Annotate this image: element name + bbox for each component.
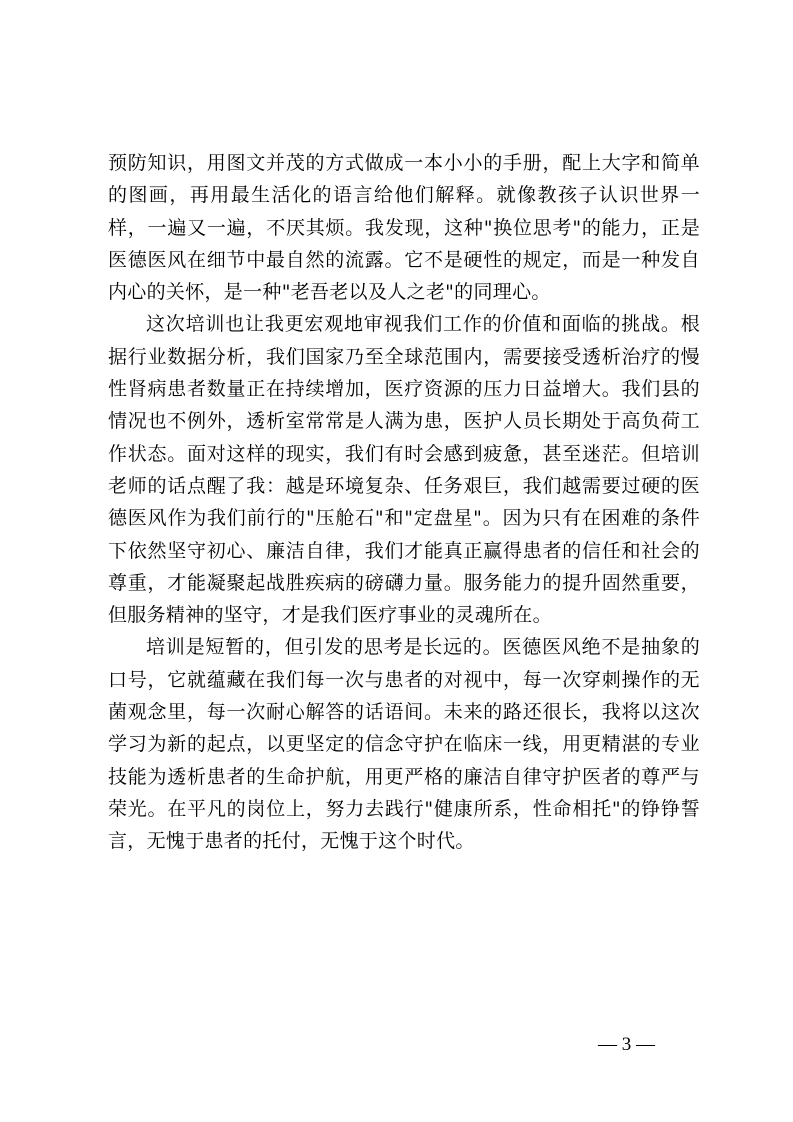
document-body (108, 147, 700, 858)
paragraph-conclusion: 培训是短暂的，但引发的思考是长远的。医德医风绝不是抽象的口号，它就蕴藏在我们每一次与患者的对视中，每一次穿刺操作的无菌观念里，每一次耐心解答的话语间。未来的路还很长，我将以这次学习为新的起点，以更坚定的信念守护在临床一线，用更精湛的专业技能为透析患者的生命护航，用更严格的廉洁自律守护医者的尊严与荣光。在平凡的岗位上，努力去践行"健康所系，性命相托"的铮铮誓言，无愧于患者的托付，无愧于这个时代。 (108, 636, 700, 853)
paragraph-continued: 预防知识，用图文并茂的方式做成一本小小的手册，配上大字和简单的图画，再用最生活化的语言给他们解释。就像教孩子认识世界一样，一遍又一遍，不厌其烦。我发现，这种"换位思考"的能力，正是医德医风在细节中最自然的流露。它不是硬性的规定，而是一种发自内心的关怀，是一种"老吾老以及人之老"的同理心。 (108, 152, 700, 304)
page-number: — 3 — (598, 1034, 655, 1055)
paragraph-training-reflection: 这次培训也让我更宏观地审视我们工作的价值和面临的挑战。根据行业数据分析，我们国家乃至全球范围内，需要接受透析治疗的慢性肾病患者数量正在持续增加，医疗资源的压力日益增大。我们县的情况也不例外，透析室常常是人满为患，医护人员长期处于高负荷工作状态。面对这样的现实，我们有时会感到疲惫，甚至迷茫。但培训老师的话点醒了我：越是环境复杂、任务艰巨，我们越需要过硬的医德医风作为我们前行的"压舱石"和"定盘星"。因为只有在困难的条件下依然坚守初心、廉洁自律，我们才能真正赢得患者的信任和社会的尊重，才能凝聚起战胜疾病的磅礴力量。服务能力的提升固然重要，但服务精神的坚守，才是我们医疗事业的灵魂所在。 (108, 313, 700, 627)
